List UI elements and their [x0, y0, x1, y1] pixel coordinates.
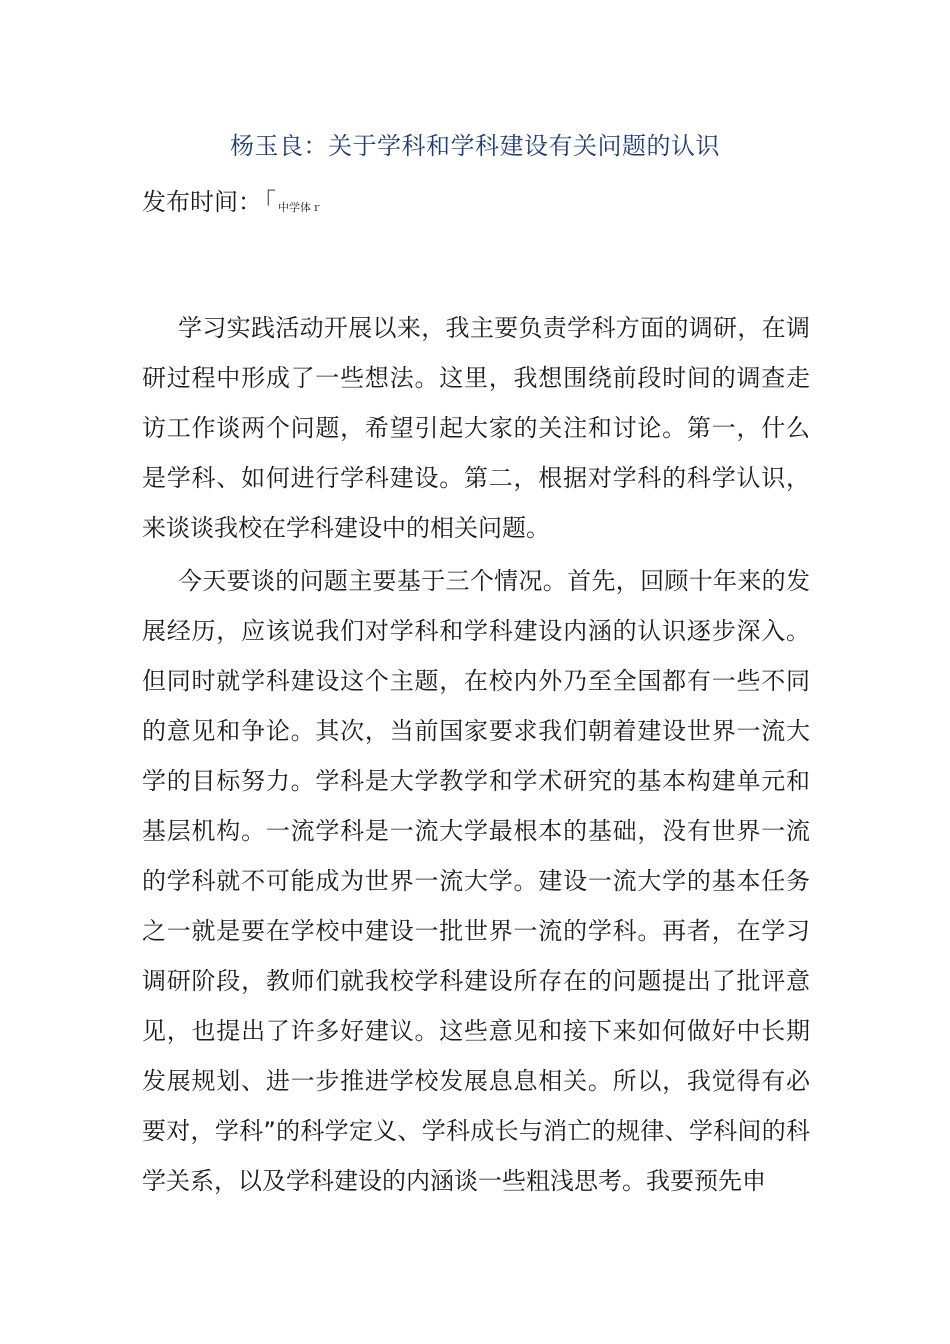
document-body	[142, 303, 810, 1206]
publish-time-line	[142, 184, 322, 225]
paragraph-1: 学习实践活动开展以来，我主要负责学科方面的调研，在调研过程中形成了一些想法。这里，我想围绕前段时间的调查走访工作谈两个问题，希望引起大家的关注和讨论。第一，什么是学科、如何进行学科建设。第二，根据对学科的科学认识，来谈谈我校在学科建设中的相关问题。	[142, 314, 810, 542]
publish-time-label: 发布时间：	[142, 188, 262, 216]
publish-time-value: 中学体ｒ	[278, 201, 322, 214]
publish-time-bracket: 「	[264, 188, 276, 216]
document-title: 杨玉良：关于学科和学科建设有关问题的认识	[230, 132, 720, 160]
paragraph-2: 今天要谈的问题主要基于三个情况。首先，回顾十年来的发展经历，应该说我们对学科和学科建设内涵的认识逐步深入。但同时就学科建设这个主题，在校内外乃至全国都有一些不同的意见和争论。其次，当前国家要求我们朝着建设世界一流大学的目标努力。学科是大学教学和学术研究的基本构建单元和基层机构。一流学科是一流大学最根本的基础，没有世界一流的学科就不可能成为世界一流大学。建设一流大学的基本任务之一就是要在学校中建设一批世界一流的学科。再者，在学习调研阶段，教师们就我校学科建设所存在的问题提出了批评意见，也提出了许多好建议。这些意见和接下来如何做好中长期发展规划、进一步推进学校发展息息相关。所以，我觉得有必要对，学科”的科学定义、学科成长与消亡的规律、学科间的科学关系，以及学科建设的内涵谈一些粗浅思考。我要预先申	[142, 567, 810, 1195]
